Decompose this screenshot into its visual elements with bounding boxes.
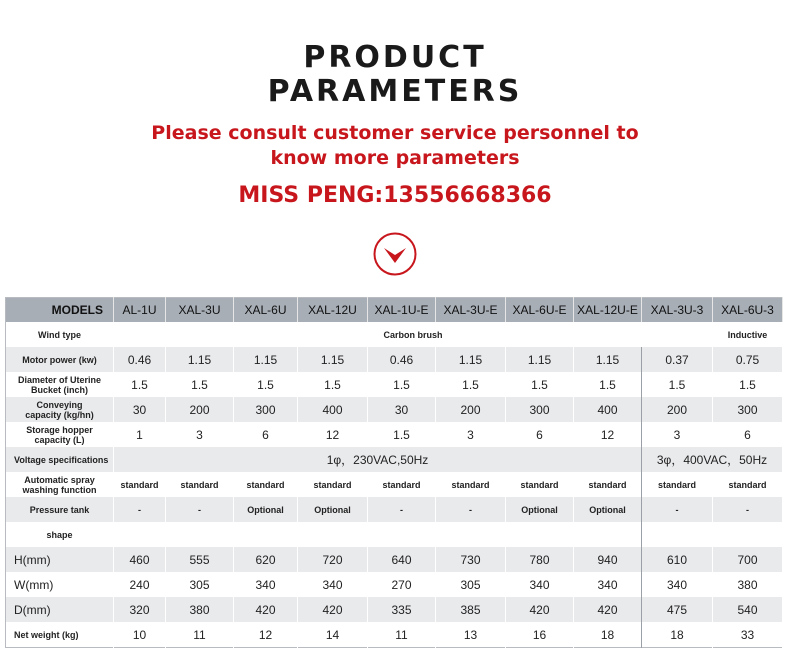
table-cell: - (713, 497, 783, 522)
table-cell: 300 (506, 397, 574, 422)
table-cell: 0.37 (642, 347, 713, 372)
table-cell: 1.5 (713, 372, 783, 397)
table-cell: standard (234, 472, 298, 497)
table-cell: 0.75 (713, 347, 783, 372)
table-cell: 420 (234, 597, 298, 622)
table-row (6, 497, 783, 522)
row-label-conveying (6, 397, 114, 422)
shape-spacer (642, 522, 783, 547)
row-label-hopper (6, 422, 114, 447)
table-cell: 18 (574, 622, 642, 648)
wind-type-carbon: Carbon brush (114, 322, 713, 347)
table-cell: standard (642, 472, 713, 497)
model-header: XAL-6U (234, 298, 298, 323)
table-cell: 1.15 (436, 347, 506, 372)
model-header: XAL-12U-E (574, 298, 642, 323)
table-cell: 1.5 (234, 372, 298, 397)
table-cell: - (642, 497, 713, 522)
table-cell: 33 (713, 622, 783, 648)
table-cell: 10 (114, 622, 166, 648)
table-cell: 340 (574, 572, 642, 597)
table-cell: 16 (506, 622, 574, 648)
table-cell: 305 (436, 572, 506, 597)
table-cell: 1.5 (574, 372, 642, 397)
row-label-line: Diameter of Uterine (17, 374, 102, 385)
table-cell: 555 (166, 547, 234, 572)
table-row (6, 422, 783, 447)
table-cell: 1.5 (114, 372, 166, 397)
table-cell: 1 (114, 422, 166, 447)
row-label-net-weight: Net weight (kg) (6, 622, 114, 648)
table-cell: 1.5 (166, 372, 234, 397)
table-cell: 730 (436, 547, 506, 572)
row-label-height: H(mm) (6, 547, 114, 572)
table-cell: - (436, 497, 506, 522)
model-header: XAL-1U-E (368, 298, 436, 323)
shape-spacer (114, 522, 642, 547)
table-cell: 6 (234, 422, 298, 447)
model-header: XAL-3U (166, 298, 234, 323)
row-label-line: Automatic spray (24, 474, 95, 485)
row-label-line: capacity (kg/hn) (25, 409, 94, 420)
voltage-three-phase: 3φ，400VAC，50Hz (642, 447, 783, 472)
table-cell: Optional (574, 497, 642, 522)
table-row (6, 322, 783, 347)
table-cell: - (114, 497, 166, 522)
table-cell: 340 (642, 572, 713, 597)
table-cell: - (368, 497, 436, 522)
table-cell: 300 (234, 397, 298, 422)
row-label-line: capacity (L) (34, 434, 85, 445)
table-cell: 13 (436, 622, 506, 648)
row-label-line: Storage hopper (26, 424, 93, 435)
table-cell: 1.5 (298, 372, 368, 397)
row-label-shape: shape (6, 522, 114, 547)
table-cell: 1.15 (234, 347, 298, 372)
table-cell: 240 (114, 572, 166, 597)
table-cell: standard (436, 472, 506, 497)
table-row (6, 572, 783, 597)
row-label-spray (6, 472, 114, 497)
table-row (6, 547, 783, 572)
table-cell: 300 (713, 397, 783, 422)
voltage-single-phase: 1φ，230VAC,50Hz (114, 447, 642, 472)
table-cell: standard (368, 472, 436, 497)
table-cell: 940 (574, 547, 642, 572)
row-label-wind-type: Wind type (6, 322, 114, 347)
table-cell: 200 (166, 397, 234, 422)
table-cell: 3 (166, 422, 234, 447)
model-header: XAL-6U-3 (713, 298, 783, 323)
table-cell: 270 (368, 572, 436, 597)
table-cell: 640 (368, 547, 436, 572)
table-cell: 1.15 (298, 347, 368, 372)
page-title-line1: PRODUCT (303, 40, 487, 75)
wind-type-inductive: Inductive (713, 322, 783, 347)
table-cell: standard (574, 472, 642, 497)
table-cell: 18 (642, 622, 713, 648)
table-cell: 30 (114, 397, 166, 422)
table-cell: 475 (642, 597, 713, 622)
table-cell: 14 (298, 622, 368, 648)
table-cell: 12 (234, 622, 298, 648)
table-cell: 12 (574, 422, 642, 447)
model-header: XAL-12U (298, 298, 368, 323)
table-row (6, 522, 783, 547)
table-cell: Optional (298, 497, 368, 522)
table-cell: 420 (506, 597, 574, 622)
table-cell: 3 (642, 422, 713, 447)
row-label-line: washing function (22, 484, 97, 495)
table-cell: 340 (298, 572, 368, 597)
table-cell: standard (166, 472, 234, 497)
table-cell: 540 (713, 597, 783, 622)
row-label-motor-power: Motor power (kw) (6, 347, 114, 372)
table-cell: 200 (436, 397, 506, 422)
table-row (6, 622, 783, 648)
table-cell: 400 (298, 397, 368, 422)
table-cell: 700 (713, 547, 783, 572)
table-cell: 400 (574, 397, 642, 422)
table-cell: 340 (234, 572, 298, 597)
parameters-table (5, 297, 783, 648)
table-cell: Optional (506, 497, 574, 522)
table-cell: 610 (642, 547, 713, 572)
table-cell: 0.46 (114, 347, 166, 372)
table-cell: 0.46 (368, 347, 436, 372)
table-cell: 335 (368, 597, 436, 622)
model-header: XAL-3U-E (436, 298, 506, 323)
table-row (6, 372, 783, 397)
row-label-width: W(mm) (6, 572, 114, 597)
table-cell: 1.5 (368, 422, 436, 447)
model-header: XAL-3U-3 (642, 298, 713, 323)
table-cell: 200 (642, 397, 713, 422)
table-cell: 11 (368, 622, 436, 648)
table-cell: 12 (298, 422, 368, 447)
table-cell: 1.5 (368, 372, 436, 397)
table-cell: 420 (574, 597, 642, 622)
table-cell: - (166, 497, 234, 522)
page-title-line2: PARAMETERS (267, 74, 523, 109)
table-row (6, 347, 783, 372)
row-label-line: Conveying (36, 399, 83, 410)
table-cell: 1.15 (166, 347, 234, 372)
model-header: XAL-6U-E (506, 298, 574, 323)
table-cell: 1.5 (436, 372, 506, 397)
table-cell: 305 (166, 572, 234, 597)
table-cell: 320 (114, 597, 166, 622)
table-cell: 11 (166, 622, 234, 648)
table-cell: 385 (436, 597, 506, 622)
table-cell: 1.15 (574, 347, 642, 372)
table-cell: 3 (436, 422, 506, 447)
table-cell: 1.5 (642, 372, 713, 397)
table-row (6, 447, 783, 472)
models-header-label: MODELS (6, 298, 114, 323)
table-cell: 1.5 (506, 372, 574, 397)
chevron-down-icon (373, 232, 417, 276)
table-cell: 420 (298, 597, 368, 622)
table-cell: 340 (506, 572, 574, 597)
table-cell: 6 (713, 422, 783, 447)
table-cell: standard (713, 472, 783, 497)
row-label-voltage: Voltage specifications (6, 447, 114, 472)
contact-phone: MISS PENG:13556668366 (238, 183, 552, 208)
notice-line1: Please consult customer service personnel to (151, 122, 639, 144)
table-cell: standard (114, 472, 166, 497)
table-cell: standard (298, 472, 368, 497)
table-cell: 6 (506, 422, 574, 447)
notice-line2: know more parameters (270, 147, 520, 169)
table-cell: 380 (713, 572, 783, 597)
row-label-depth: D(mm) (6, 597, 114, 622)
table-cell: 1.15 (506, 347, 574, 372)
table-row (6, 397, 783, 422)
table-cell: 380 (166, 597, 234, 622)
table-cell: 780 (506, 547, 574, 572)
row-label-diameter (6, 372, 114, 397)
table-cell: Optional (234, 497, 298, 522)
table-cell: standard (506, 472, 574, 497)
table-cell: 620 (234, 547, 298, 572)
models-header-row (6, 298, 783, 323)
table-cell: 460 (114, 547, 166, 572)
table-cell: 30 (368, 397, 436, 422)
row-label-pressure-tank: Pressure tank (6, 497, 114, 522)
model-header: AL-1U (114, 298, 166, 323)
table-row (6, 472, 783, 497)
table-cell: 720 (298, 547, 368, 572)
table-row (6, 597, 783, 622)
row-label-line: Bucket (inch) (30, 384, 88, 395)
